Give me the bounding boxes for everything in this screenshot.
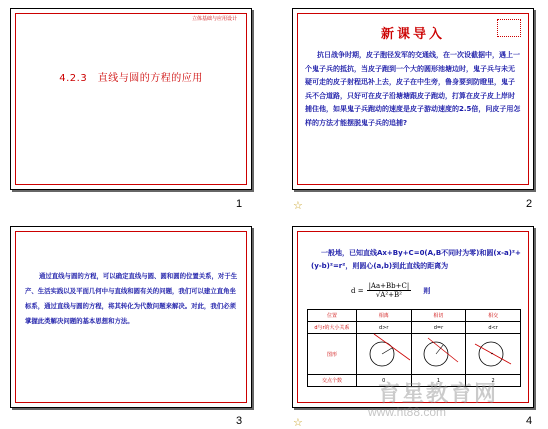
table-cell: 交点个数	[308, 375, 357, 387]
circle-line-tangent-figure	[418, 336, 458, 370]
table-cell	[466, 334, 521, 375]
table-cell	[356, 334, 411, 375]
watermark-url: www.ht88.com	[368, 405, 447, 419]
slide-body: 抗日战争时期，皮子胞径发军的交通线，在一次设截据中，遇上一个鬼子兵的抵抗，当皮子跑到一个大的圆形池塘边时，鬼子兵与未无疑可走的皮子射程迅补上去，皮子在中生旁，鲁身要到防瞪里，鬼子兵不合道路，只好可在皮子沿塘塘跟皮子跑动，打算在皮子皮上岸时捕住他，如果鬼子兵跑动的速度是皮子游动速度的2.5倍，问皮子用怎样的方法才能摆脱鬼子兵的追捕?	[305, 51, 521, 127]
circle-line-intersect-figure	[473, 336, 513, 370]
page-number: 1	[236, 198, 243, 210]
slide-frame	[15, 13, 247, 185]
formula-numerator: |Aa+Bb+C|	[368, 282, 410, 290]
formula-tail: 则	[423, 286, 431, 295]
table-row	[308, 334, 521, 375]
table-cell: 相交	[466, 310, 521, 322]
slide-3[interactable]	[10, 226, 252, 408]
watermark-title: 育星教育网	[378, 382, 499, 407]
slide-body: 通过直线与圆的方程，可以确定直线与圆、圆和圆的位置关系，对于生产、生活实践以及平面几何中与直线和圆有关的问题，我们可以建立直角坐标系，通过直线与圆的方程，将其转化为代数问题来解决。对此，我们必须掌握此类解决问题的基本思想和方法。	[25, 272, 238, 325]
table-cell: d=r	[411, 322, 466, 334]
distance-formula	[351, 282, 430, 299]
star-icon: ☆	[293, 199, 303, 212]
slide-title: 4.2.3 直线与圆的方程的应用	[59, 73, 203, 84]
formula-fraction	[367, 282, 412, 299]
star-icon: ☆	[293, 416, 303, 429]
page-number: 3	[236, 415, 243, 427]
table-cell: 2	[466, 375, 521, 387]
slide-4[interactable]	[292, 226, 534, 419]
table-cell	[411, 334, 466, 375]
table-cell: 相离	[356, 310, 411, 322]
slide-tag: 立体基础与应用设计	[191, 16, 237, 22]
formula-lhs: d =	[351, 286, 364, 295]
circle-line-separate-figure	[364, 336, 404, 370]
table-cell: d与r的大小关系	[308, 322, 357, 334]
position-table	[307, 309, 521, 387]
formula-denominator: √A²+B²	[375, 291, 402, 299]
slide-1[interactable]	[10, 8, 252, 190]
table-cell: 相切	[411, 310, 466, 322]
page-number: 2	[526, 198, 533, 210]
slide-intro: 一般地，已知直线Ax+By+C=0(A,B不同时为零)和圆(x-a)²+(y-b)²=r²，则圆心(a,b)到此直线的距离为	[311, 249, 521, 270]
table-cell: d>r	[356, 322, 411, 334]
table-cell: 0	[356, 375, 411, 387]
table-header-row	[308, 310, 521, 322]
table-cell: 1	[411, 375, 466, 387]
table-row	[308, 322, 521, 334]
page-number: 4	[526, 415, 533, 427]
slide-title: 新课导入	[380, 27, 445, 42]
slide-2[interactable]	[292, 8, 534, 190]
table-cell: d<r	[466, 322, 521, 334]
table-cell: 图形	[308, 334, 357, 375]
table-cell: 位置	[308, 310, 357, 322]
watermark	[348, 377, 548, 423]
